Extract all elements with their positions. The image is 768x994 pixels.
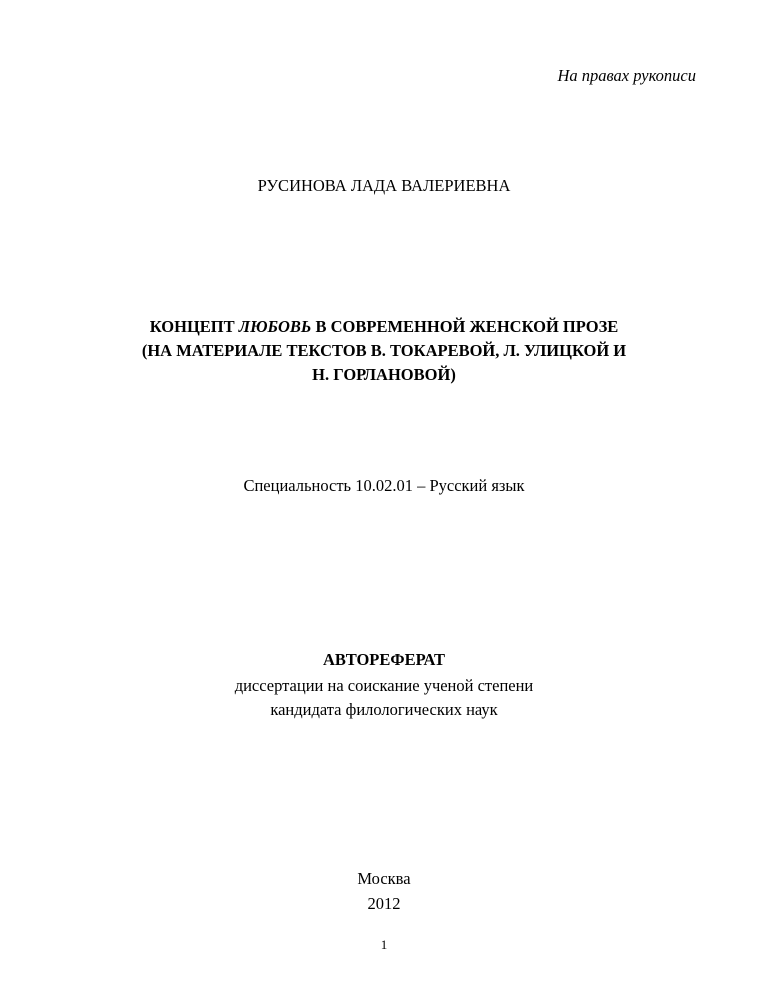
rights-note: На правах рукописи: [557, 66, 696, 85]
title-line-1: [0, 317, 768, 337]
city: Москва: [357, 869, 411, 888]
title-prefix: КОНЦЕПТ: [149, 317, 235, 336]
document-type-heading: АВТОРЕФЕРАТ: [322, 650, 446, 669]
author-name: РУСИНОВА ЛАДА ВАЛЕРИЕВНА: [257, 176, 511, 195]
document-type-line-2: кандидата филологических наук: [270, 700, 498, 719]
title-suffix: В СОВРЕМЕННОЙ ЖЕНСКОЙ ПРОЗЕ: [315, 317, 619, 336]
document-type-line-1: диссертации на соискание ученой степени: [234, 676, 534, 695]
title-concept-word: ЛЮБОВЬ: [238, 317, 312, 336]
page-number: 1: [380, 937, 388, 952]
title-line-2: (НА МАТЕРИАЛЕ ТЕКСТОВ В. ТОКАРЕВОЙ, Л. УЛИЦКОЙ И: [141, 341, 627, 360]
year: 2012: [367, 894, 401, 913]
title-line-3: Н. ГОРЛАНОВОЙ): [312, 365, 456, 384]
specialty-line: Специальность 10.02.01 – Русский язык: [243, 476, 525, 495]
